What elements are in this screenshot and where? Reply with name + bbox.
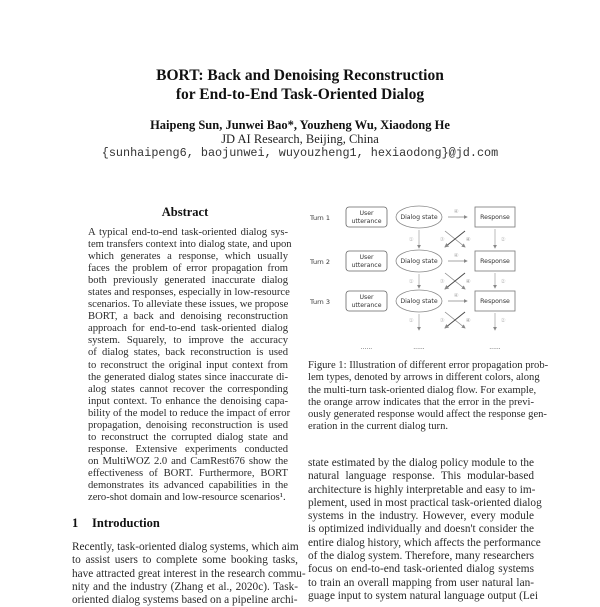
text-line: is optimized individually and doesn't consider the [308,523,534,536]
svg-text:User: User [359,294,374,301]
figure-1-caption [308,360,549,434]
text-line: of dialog states, back reconstruction is used [88,347,288,359]
text-line: on MultiWOZ 2.0 and CamRest676 show the [88,455,288,467]
text-line: both previously generated inaccurate dialog [88,275,288,287]
text-line: guage input to system natural language output (Lei [308,589,538,602]
svg-text:②: ② [500,237,506,243]
text-line: approach for end-to-end task-oriented dialog [88,323,288,335]
svg-text:④: ④ [465,279,471,285]
svg-text:Dialog state: Dialog state [400,258,438,266]
text-line: state estimated by the dialog policy module to the [308,457,534,469]
turn-label: Turn 2 [310,258,330,266]
text-line: faces the problem of error propagation from [88,263,288,275]
text-line: the orange arrow indicates that the error in the previ- [308,396,534,408]
svg-text:User: User [359,254,374,261]
svg-text:①: ① [408,279,414,285]
svg-text:④: ④ [453,253,459,259]
text-line: Figure 1: Illustration of different error propagation prob- [308,360,549,371]
introduction-body [72,541,306,607]
text-line: have attracted great interest in the research commu- [72,567,306,580]
affiliation: JD AI Research, Beijing, China [221,132,379,146]
text-line: ously generated response would affect the response gen- [308,409,547,421]
text-line: states and responses, especially in low-resource [88,287,290,299]
text-line: to reconstruct the original input context from [88,359,288,371]
text-line: to reconstruct the corrupted dialog state and [88,431,288,443]
text-line: Recently, task-oriented dialog systems, which aim [72,541,299,553]
text-line: architecture is highly interpretable and easy to im- [308,483,536,496]
svg-text:④: ④ [465,318,471,324]
text-line: eration in the current dialog turn. [308,421,449,433]
text-line: BORT, a back and denoising reconstruction [88,311,288,323]
svg-text:utterance: utterance [351,262,382,269]
text-line: the multi-turn task-oriented dialog flow. For example, [308,384,537,396]
text-line: which generates a response, which usually [88,251,288,263]
turn-label: Turn 3 [310,298,330,306]
svg-text:Response: Response [480,298,510,306]
svg-text:③: ③ [439,279,445,285]
section-number: 1 [72,516,79,530]
svg-text:①: ① [408,318,414,324]
svg-text:③: ③ [439,237,445,243]
svg-text:utterance: utterance [351,218,382,225]
section-title: Introduction [92,516,160,530]
svg-text:①: ① [408,237,414,243]
text-line: A typical end-to-end task-oriented dialog sys- [88,227,288,238]
text-line: systems in the industry. However, every module [308,510,534,523]
text-line: propagation, denoising reconstruction is used [88,419,288,431]
text-line: nity and the industry (Zhang et al., 2020c). Task- [72,580,298,593]
text-line: of the dialog system. Therefore, many researchers [308,550,534,563]
title-line-1: BORT: Back and Denoising Reconstruction [156,67,444,84]
svg-text:④: ④ [453,293,459,299]
abstract-heading: Abstract [161,205,209,219]
svg-text:Response: Response [480,214,510,222]
text-line: alog states cannot recover the corresponding [88,383,288,395]
title-line-2: for End-to-End Task-Oriented Dialog [175,86,425,103]
text-line: tem transfers context into dialog state, and upon [88,239,292,251]
text-line: lem types, denoted by arrows in different colors, along [308,372,540,384]
text-line: to assist users to complete some booking tasks, [72,554,298,567]
paper-title [0,66,600,104]
text-line: demonstrates its advanced capabilities in the [88,479,288,491]
svg-text:utterance: utterance [351,302,382,309]
text-line: system. Squarely, to improve the accuracy [88,335,288,347]
authors: Haipeng Sun, Junwei Bao*, Youzheng Wu, Xiaodong He [150,118,450,132]
text-line: focus on end-to-end task-oriented dialog systems [308,563,534,576]
svg-text:②: ② [500,318,506,324]
svg-text:Dialog state: Dialog state [400,214,438,222]
ellipsis: ...... [413,344,425,351]
text-line: bility of the model to reduce the impact of error [88,407,291,419]
text-line: input context. To enhance the denoising capa- [88,395,288,407]
right-column-body [308,457,542,603]
text-line: scenarios. To alleviate these issues, we propose [88,299,289,311]
figure-1-diagram [305,195,550,355]
svg-text:Response: Response [480,258,510,266]
turn-label: Turn 1 [310,214,330,222]
emails: {sunhaipeng6, baojunwei, wuyouzheng1, hexiaodong}@jd.com [101,146,499,160]
text-line: zero-shot domain and low-resource scenarios¹. [88,492,286,504]
text-line: plement, used in most practical task-oriented dialog [308,496,542,509]
section-heading-introduction [72,516,160,531]
ellipsis: ...... [489,344,501,351]
text-line: response. Extensive experiments conducted [88,443,288,455]
text-line: oriented dialog systems based on a pipeline archi- [72,594,298,607]
svg-text:Dialog state: Dialog state [400,298,438,306]
svg-text:④: ④ [453,209,459,215]
svg-text:②: ② [500,279,506,285]
abstract-body [88,227,292,504]
text-line: the generated dialog states since inaccurate di- [88,371,288,383]
ellipsis: ...... [360,344,373,351]
svg-text:④: ④ [465,237,471,243]
text-line: entire dialog history, which affects the performance [308,536,541,549]
text-line: effectiveness of BORT. Furthermore, BORT [88,467,288,479]
svg-text:User: User [359,210,374,217]
text-line: to train an overall mapping from user natural lan- [308,576,534,589]
svg-text:③: ③ [439,318,445,324]
text-line: natural language response. This modular-based [308,470,534,483]
